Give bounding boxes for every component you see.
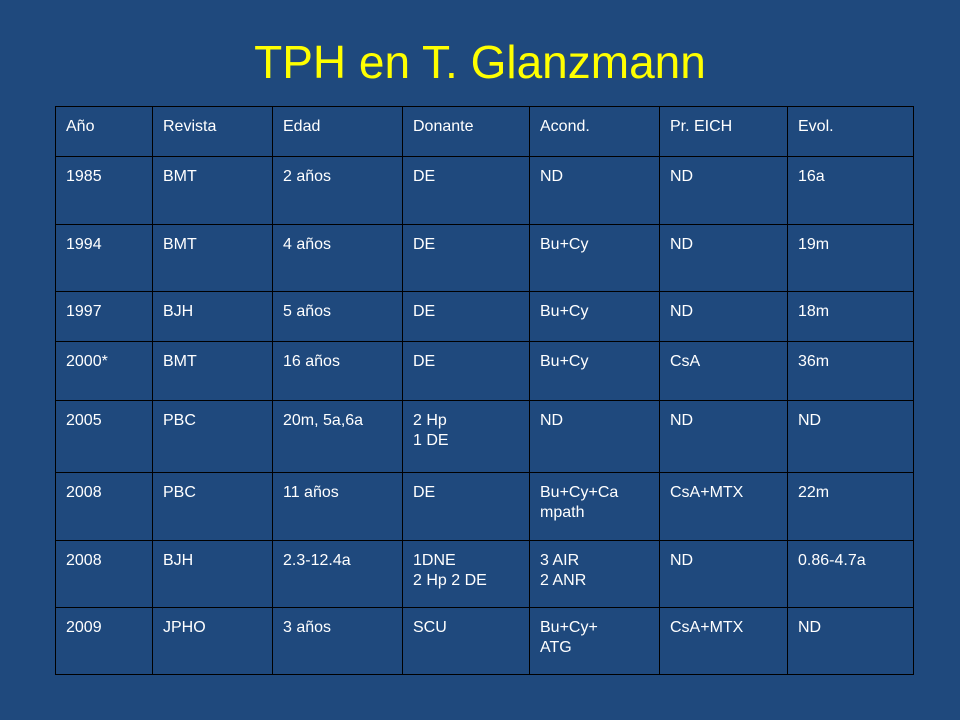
table-row — [56, 473, 914, 541]
cell-gvhd-prophylaxis: CsA+MTX — [660, 608, 788, 675]
cell-journal: BMT — [153, 157, 273, 225]
cell-evolution: 16a — [788, 157, 914, 225]
cell-age: 2 años — [273, 157, 403, 225]
cell-donor: DE — [403, 225, 530, 292]
cell-journal: PBC — [153, 473, 273, 541]
cell-donor: DE — [403, 473, 530, 541]
header-conditioning: Acond. — [530, 107, 660, 157]
cell-year: 1997 — [56, 292, 153, 342]
table-row — [56, 292, 914, 342]
header-evolution: Evol. — [788, 107, 914, 157]
cell-conditioning: 3 AIR 2 ANR — [530, 541, 660, 608]
header-age: Edad — [273, 107, 403, 157]
cell-year: 2009 — [56, 608, 153, 675]
cell-year: 1994 — [56, 225, 153, 292]
header-donor: Donante — [403, 107, 530, 157]
cell-donor: SCU — [403, 608, 530, 675]
cell-age: 2.3-12.4a — [273, 541, 403, 608]
header-row — [56, 107, 914, 157]
cell-gvhd-prophylaxis: ND — [660, 157, 788, 225]
cell-year: 2000* — [56, 342, 153, 401]
cell-journal: BJH — [153, 292, 273, 342]
table-row — [56, 225, 914, 292]
table-row — [56, 401, 914, 473]
cell-evolution: ND — [788, 608, 914, 675]
header-year: Año — [56, 107, 153, 157]
cell-donor: 1DNE 2 Hp 2 DE — [403, 541, 530, 608]
cell-gvhd-prophylaxis: ND — [660, 292, 788, 342]
cell-conditioning: Bu+Cy — [530, 342, 660, 401]
cell-age: 20m, 5a,6a — [273, 401, 403, 473]
cell-age: 4 años — [273, 225, 403, 292]
cell-journal: PBC — [153, 401, 273, 473]
cell-journal: BMT — [153, 342, 273, 401]
cell-evolution: 19m — [788, 225, 914, 292]
cell-donor: DE — [403, 342, 530, 401]
cell-evolution: ND — [788, 401, 914, 473]
data-table — [55, 106, 914, 675]
cell-evolution: 22m — [788, 473, 914, 541]
cell-year: 2008 — [56, 541, 153, 608]
cell-age: 16 años — [273, 342, 403, 401]
cell-year: 2008 — [56, 473, 153, 541]
cell-donor: 2 Hp 1 DE — [403, 401, 530, 473]
table-row — [56, 608, 914, 675]
header-journal: Revista — [153, 107, 273, 157]
cell-year: 1985 — [56, 157, 153, 225]
cell-age: 5 años — [273, 292, 403, 342]
cell-gvhd-prophylaxis: ND — [660, 225, 788, 292]
cell-gvhd-prophylaxis: CsA+MTX — [660, 473, 788, 541]
table-row — [56, 342, 914, 401]
cell-donor: DE — [403, 157, 530, 225]
cell-gvhd-prophylaxis: ND — [660, 401, 788, 473]
cell-journal: BMT — [153, 225, 273, 292]
cell-conditioning: Bu+Cy+Ca mpath — [530, 473, 660, 541]
cell-conditioning: Bu+Cy — [530, 225, 660, 292]
cell-conditioning: Bu+Cy+ ATG — [530, 608, 660, 675]
cell-evolution: 18m — [788, 292, 914, 342]
slide-title: TPH en T. Glanzmann — [254, 36, 706, 88]
header-gvhd-prophylaxis: Pr. EICH — [660, 107, 788, 157]
cell-conditioning: ND — [530, 401, 660, 473]
cell-gvhd-prophylaxis: CsA — [660, 342, 788, 401]
cell-evolution: 0.86-4.7a — [788, 541, 914, 608]
cell-conditioning: Bu+Cy — [530, 292, 660, 342]
cell-age: 3 años — [273, 608, 403, 675]
cell-evolution: 36m — [788, 342, 914, 401]
cell-year: 2005 — [56, 401, 153, 473]
cell-conditioning: ND — [530, 157, 660, 225]
cell-donor: DE — [403, 292, 530, 342]
table-row — [56, 157, 914, 225]
cell-gvhd-prophylaxis: ND — [660, 541, 788, 608]
cell-age: 11 años — [273, 473, 403, 541]
cell-journal: JPHO — [153, 608, 273, 675]
table-row — [56, 541, 914, 608]
cell-journal: BJH — [153, 541, 273, 608]
